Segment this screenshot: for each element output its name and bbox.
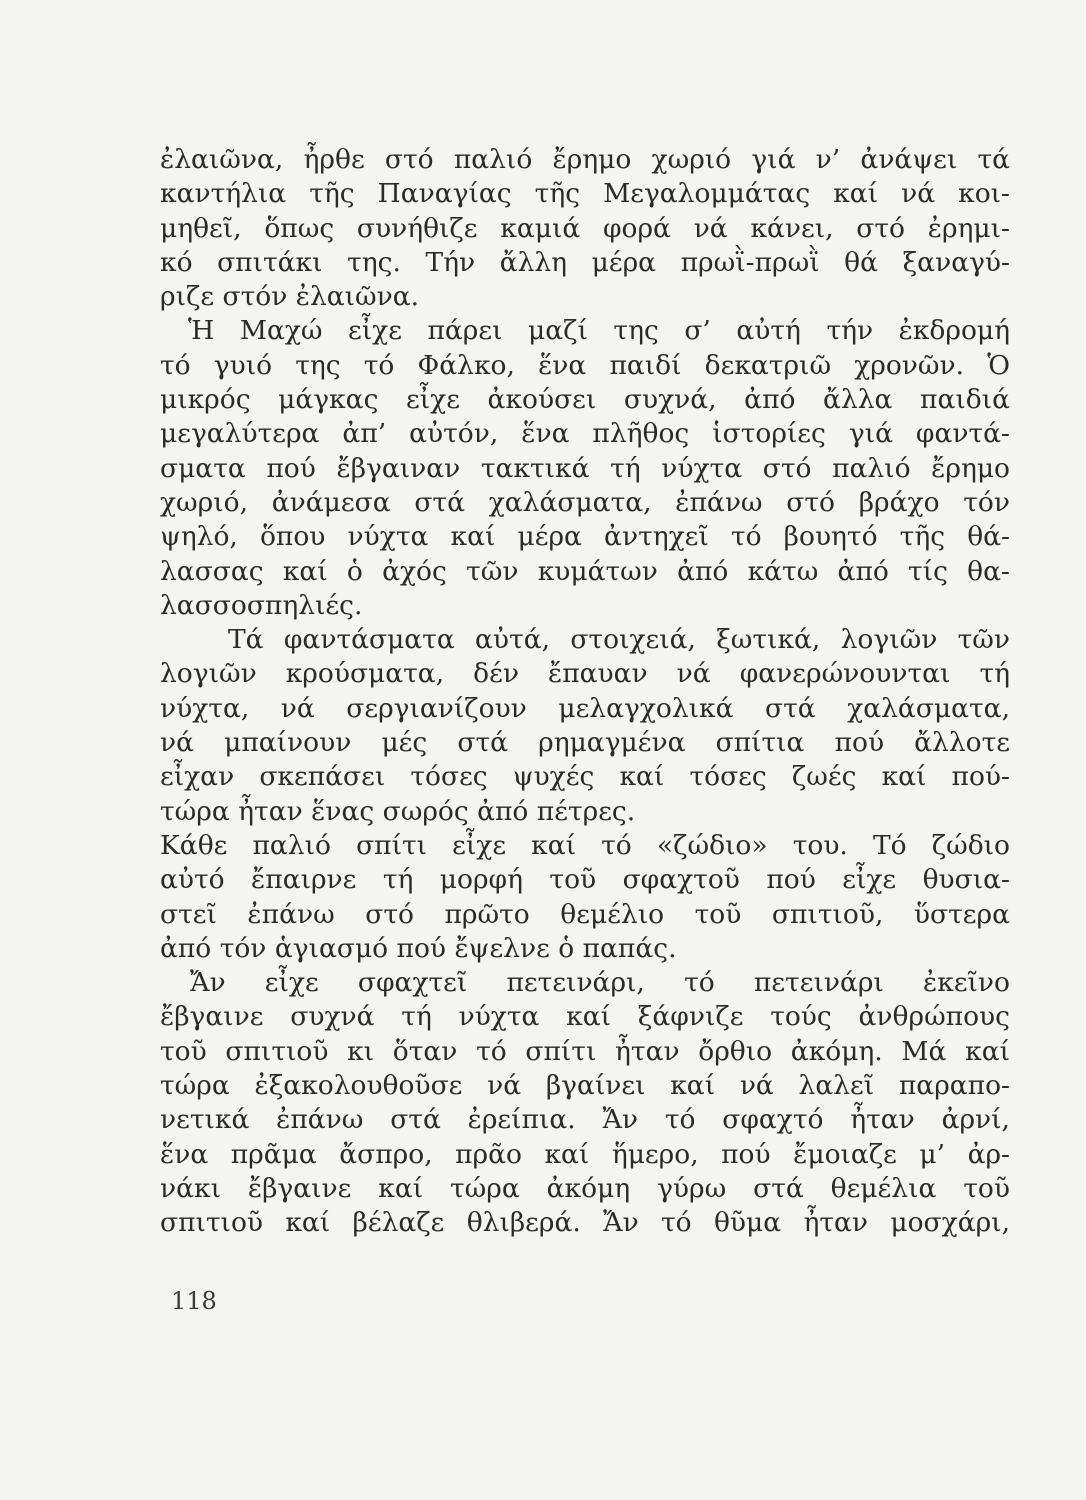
text-line: μεγαλύτερα ἀπ’ αὐτόν, ἕνα πλῆθος ἱστορίες γιά φαντά- xyxy=(160,418,1010,450)
text-line: αὐτό ἔπαιρνε τή μορφή τοῦ σφαχτοῦ πού εἶχε θυσια- xyxy=(160,864,1010,896)
text-line: Ἄν εἶχε σφαχτεῖ πετεινάρι, τό πετεινάρι ἐκεῖνο xyxy=(190,967,1010,999)
text-line: σπιτιοῦ καί βέλαζε θλιβερά. Ἄν τό θῦμα ἦταν μοσχάρι, xyxy=(160,1207,1010,1239)
text-line: μικρός μάγκας εἶχε ἀκούσει συχνά, ἀπό ἄλλα παιδιά xyxy=(160,384,1010,416)
text-line: ἐλαιῶνα, ἦρθε στό παλιό ἔρημο χωριό γιά ν’ ἀνάψει τά xyxy=(160,144,1010,175)
text-line: τοῦ σπιτιοῦ κι ὅταν τό σπίτι ἦταν ὄρθιο ἀκόμη. Μά καί xyxy=(160,1035,1010,1067)
text-line: καντήλια τῆς Παναγίας τῆς Μεγαλομμάτας καί νά κοι- xyxy=(160,178,1010,210)
text-line: νά μπαίνουν μές στά ρημαγμένα σπίτια πού ἄλλοτε xyxy=(160,727,1010,759)
body-text xyxy=(160,143,1010,1241)
text-line: νετικά ἐπάνω στά ἐρείπια. Ἄν τό σφαχτό ἦταν ἀρνί, xyxy=(160,1104,1010,1136)
text-line: χωριό, ἀνάμεσα στά χαλάσματα, ἐπάνω στό βράχο τόν xyxy=(160,486,1010,518)
text-line: ἀπό τόν ἁγιασμό πού ἔψελνε ὁ παπάς. xyxy=(160,932,677,964)
text-line: ἔβγαινε συχνά τή νύχτα καί ξάφνιζε τούς ἀνθρώπους xyxy=(160,1001,1010,1033)
text-line: εἶχαν σκεπάσει τόσες ψυχές καί τόσες ζωές καί πού- xyxy=(160,761,1010,793)
page-number: 118 xyxy=(171,1287,217,1315)
text-line: ψηλό, ὅπου νύχτα καί μέρα ἀντηχεῖ τό βουητό τῆς θά- xyxy=(160,521,1010,553)
text-line: μηθεῖ, ὅπως συνήθιζε καμιά φορά νά κάνει, στό ἐρημι- xyxy=(160,212,1010,244)
text-line: νύχτα, νά σεργιανίζουν μελαγχολικά στά χαλάσματα, xyxy=(160,692,1010,724)
text-line: λογιῶν κρούσματα, δέν ἔπαυαν νά φανερώνουνται τή xyxy=(160,658,1010,690)
text-line: σματα πού ἔβγαιναν τακτικά τή νύχτα στό παλιό ἔρημο xyxy=(160,452,1010,484)
text-line: Τά φαντάσματα αὐτά, στοιχειά, ξωτικά, λογιῶν τῶν xyxy=(228,624,1010,656)
text-line: λασσας καί ὁ ἀχός τῶν κυμάτων ἀπό κάτω ἀπό τίς θα- xyxy=(160,555,1010,587)
text-line: λασσοσπηλιές. xyxy=(160,589,363,621)
text-line: ἕνα πρᾶμα ἄσπρο, πρᾶο καί ἥμερο, πού ἔμοιαζε μ’ ἀρ- xyxy=(160,1138,1010,1170)
text-line: ριζε στόν ἐλαιῶνα. xyxy=(160,281,420,313)
text-line: τώρα ἦταν ἕνας σωρός ἀπό πέτρες. xyxy=(160,795,636,827)
text-line: Ἡ Μαχώ εἶχε πάρει μαζί της σ’ αὐτή τήν ἐκδρομή xyxy=(188,315,1010,347)
text-line: κό σπιτάκι της. Τήν ἄλλη μέρα πρωῒ-πρωῒ θά ξαναγύ- xyxy=(160,246,1010,278)
text-line: Κάθε παλιό σπίτι εἶχε καί τό «ζώδιο» του. Τό ζώδιο xyxy=(160,829,1010,861)
text-line: τώρα ἐξακολουθοῦσε νά βγαίνει καί νά λαλεῖ παραπο- xyxy=(160,1070,1010,1102)
text-line: νάκι ἔβγαινε καί τώρα ἀκόμη γύρω στά θεμέλια τοῦ xyxy=(160,1172,1010,1204)
text-line: τό γυιό της τό Φάλκο, ἕνα παιδί δεκατριῶ χρονῶν. Ὁ xyxy=(160,349,1010,381)
text-line: στεῖ ἐπάνω στό πρῶτο θεμέλιο τοῦ σπιτιοῦ, ὕστερα xyxy=(160,898,1010,930)
